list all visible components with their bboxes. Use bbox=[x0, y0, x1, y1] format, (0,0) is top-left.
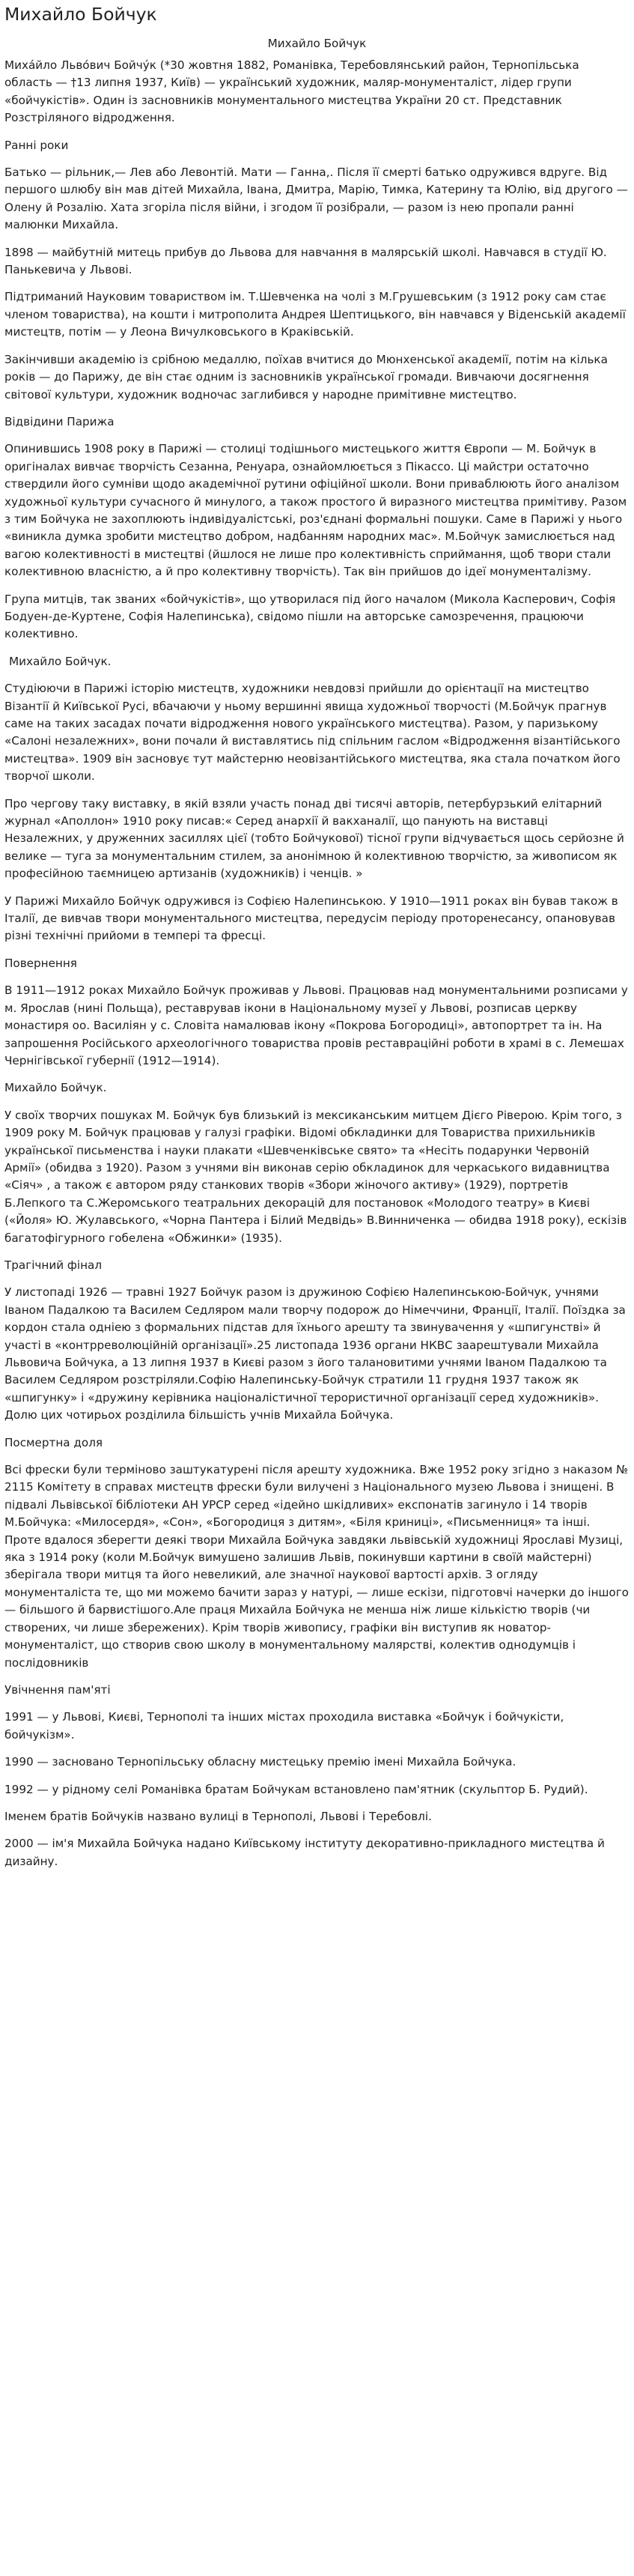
paragraph: 1898 — майбутній митець прибув до Львова для навчання в малярській школі. Навчався в студії Ю. Панькевича у Львові. bbox=[4, 245, 607, 277]
section-heading-early: Ранні роки bbox=[4, 138, 69, 152]
paragraph: Закінчивши академію із срібною медаллю, поїхав вчитися до Мюнхенської академії, потім на кілька років — до Парижу, де він стає одним із засновників української громади. Вивчаючи досягнення світової культури, художник водночас заглибився у народне примітивне мистецтво. bbox=[4, 352, 608, 401]
list-item: 1992 — у рідному селі Романівка братам Бойчукам встановлено пам'ятник (скульптор Б. Рудий). bbox=[4, 1782, 588, 1796]
paragraph: Студіюючи в Парижі історію мистецтв, художники невдовзі прийшли до орієнтації на мистецтво Візантії й Київської Русі, вбачаючи у ньому вершинні явища художньої творчості (М.Бойчук прагнув саме на таких засадах почати відродження нового українського мистецтва). Разом, у паризькому «Салоні незалежних», вони почали й виставлятись під спільним гаслом «Відродження візантійського мистецтва». 1909 він засновує тут майстерню неовізантійського мистецтва, яка стала початком його творчої школи. bbox=[4, 682, 621, 784]
paragraph: В 1911—1912 роках Михайло Бойчук проживав у Львові. Працював над монументальними розписами у м. Ярослав (нині Польща), реставрував ікони в Національному музеї у Львові, розписав церкву монастиря оо. Василіян у с. Словіта намалював ікону «Покрова Богородиці», автопортрет та ін. На запрошення Російського археологічного товариства провів реставраційні роботи в храмі в с. Лемешах Чернігівської губернії (1912—1914). bbox=[4, 984, 628, 1067]
page-title: Михайло Бойчук bbox=[4, 4, 157, 25]
section-heading-memory: Увічнення пам'яті bbox=[4, 1682, 111, 1697]
paragraph: Опинившись 1908 року в Парижі — столиці тодішнього мистецького життя Європи — М. Бойчук в оригіналах вивчає творчість Сезанна, Ренуара, ознайомлюється з Пікассо. Ці майстри остаточно ствердили його сумніви щодо академічної рутини офіційної школи. Вони приваблюють його аналізом художньої культури сучасного й минулого, а також простого й виразного мистецтва примітиву. Разом з тим Бойчука не захоплюють індивідуалістські, роз'єднані формальні пошуки. Саме в Парижі у нього «виникла думка зробити мистецтво добром, надбанням народних мас». М.Бойчук замислюється над вагою колективності в мистецтві (йшлося не лише про колективність сприймання, щоб твори стали колективною власністю, а й про колективну творчість). Так він прийшов до ідеї монументалізму. bbox=[4, 442, 627, 579]
list-item: 2000 — ім'я Михайла Бойчука надано Київському інституту декоративно-прикладного мистецтва й дизайну. bbox=[4, 1837, 605, 1868]
lead-paragraph: Миха́йло Льво́вич Бойчу́к (*30 жовтня 1882, Романівка, Теребовлянський район, Тернопільська область — †13 липня 1937, Київ) — український художник, маляр-монументаліст, лідер групи «бойчукістів». Один із засновників монументального мистецтва України 20 ст. Представник Розстріляного відродження. bbox=[4, 58, 579, 125]
paragraph: У своїх творчих пошуках М. Бойчук був близький із мексиканським митцем Дієго Ріверою. Крім того, з 1909 року М. Бойчук працював у галузі графіки. Відомі обкладинки для Товариства прихильників української письменства і науки плакати «Шевченківське свято» та «Несіть подарунки Червоній Армії» (обидва з 1920). Разом з учнями він виконав серію обкладинок для черкаського видавництва «Сіяч» , а також є автором ряду станкових творів «Збори жіночого активу» (1929), портретів Б.Лепкого та С.Жеромського театральних декорацій для постановок «Молодого театру» в Києві («Йоля» Ю. Жулавського, «Чорна Пантера і Білий Медвідь» В.Винниченка — обидва 1918 року), ескізів багатофігурного гобелена «Обжинки» (1935). bbox=[4, 1108, 627, 1245]
section-heading-paris: Відвідини Парижа bbox=[4, 414, 115, 428]
paragraph: У листопаді 1926 — травні 1927 Бойчук разом із дружиною Софією Налепинською-Бойчук, учнями Іваном Падалкою та Василем Седляром мали творчу подорож до Німеччини, Франції, Італії. Поїздка за кордон стала одніею з формальних підстав для їхнього арешту та звинувачення у «шпигунстві» й участі в «контрреволюційній організації».25 листопада 1936 органи НКВС заарештували Михайла Львовича Бойчука, а 13 липня 1937 в Києві разом з його талановитими учнями Іваном Падалкою та Василем Седляром розстріляли.Софію Налепинську-Бойчук стратили 11 грудня 1937 також як «шпигунку» і «дружину керівника націоналістичної терористичної організації серед художників». Долю цих чотирьох розділила більшість учнів Михайла Бойчука. bbox=[4, 1285, 626, 1422]
list-item: 1990 — засновано Тернопільську обласну мистецьку премію імені Михайла Бойчука. bbox=[4, 1755, 516, 1769]
list-item: 1991 — у Львові, Києві, Тернополі та інших містах проходила виставка «Бойчук і бойчукісти, бойчукізм». bbox=[4, 1710, 564, 1742]
paragraph: Підтриманий Науковим товариством ім. Т.Шевченка на чолі з М.Грушевським (з 1912 року сам стає членом товариства), на кошти і митрополита Андрея Шептицького, він навчався у Віденській академії мистецтв, потім — у Леона Вичулковського в Краківській. bbox=[4, 290, 626, 339]
section-heading-tragic: Трагічний фінал bbox=[4, 1258, 103, 1272]
portrait-caption: Михайло Бойчук bbox=[267, 37, 367, 50]
image-caption: Михайло Бойчук. bbox=[9, 654, 112, 668]
list-item: Іменем братів Бойчуків названо вулиці в Тернополі, Львові і Теребовлі. bbox=[4, 1809, 432, 1823]
image-caption: Михайло Бойчук. bbox=[4, 1081, 107, 1095]
paragraph: Батько — рільник,— Лев або Левонтій. Мати — Ганна,. Після її смерті батько одружився вдруге. Від першого шлюбу він мав дітей Михайла, Івана, Дмитра, Марію, Тимка, Катерину та Юлію, від другого — Олену й Розалію. Хата згоріла після війни, і згодом її розібрали, — разом із нею пропали ранні малюнки Михайла. bbox=[4, 166, 628, 232]
paragraph: Група митців, так званих «бойчукістів», що утворилася під його началом (Микола Касперович, Софія Бодуен-де-Куртене, Софія Налепинська), свідомо пішли на авторське самозречення, працюючи колективно. bbox=[4, 592, 616, 641]
paragraph: У Парижі Михайло Бойчук одружився із Софією Налепинською. У 1910—1911 роках він бував також в Італії, де вивчав твори монументального мистецтва, передусім періоду протоpенесансу, опановував різні технічні прийоми в темпері та фресці. bbox=[4, 894, 618, 943]
paragraph: Всі фрески були терміново заштукатурені після арешту художника. Вже 1952 року згідно з наказом № 2115 Комітету в справах мистецтв фрески були вилучені з Національного музею Львова і знищені. В підвалі Львівської бібліотеки АН УРСР серед «ідейно шкідливих» експонатів загинуло і 14 творів М.Бойчука: «Милосердя», «Сон», «Богородиця з дитям», «Біля криниці», «Письменниця» та інші. Проте вдалося зберегти деякі твори Михайла Бойчука завдяки львівській художниці Ярославі Музиці, яка з 1914 року (коли М.Бойчук вимушено залишив Львів, покинувши картини в своїй майстерні) зберігала твори митця та його невеликий, але значної наукової вартості архів. З огляду монументаліста те, що ми можемо бачити зараз у натурі, — лише ескізи, підготовчі начерки до іншого — більшого й барвистішого.Але праця Михайла Бойчука не менша ніж лише кількістю творів (чи створених, чи лише збережених). Крім творів живопису, графіки він виступив як новатор-монументаліст, що створив свою школу в монументальному малярстві, колектив однодумців і послідовників bbox=[4, 1463, 629, 1670]
quote-paragraph: Про чергову таку виставку, в якій взяли участь понад дві тисячі авторів, петербурзький елітарний журнал «Аполлон» 1910 року писав:« Серед анархії й вакханалії, що панують на виставці Незалежних, у друженних засиллях цієї (тобто Бойчукової) тісної групи відчувається щось серйозне й велике — туга за монументальним стилем, за анонімною й колективною творчістю, за живописом як професійною таємницею артизанів (художників) і ченців. » bbox=[4, 796, 624, 881]
section-heading-posthumous: Посмертна доля bbox=[4, 1435, 103, 1449]
section-heading-return: Повернення bbox=[4, 956, 77, 970]
